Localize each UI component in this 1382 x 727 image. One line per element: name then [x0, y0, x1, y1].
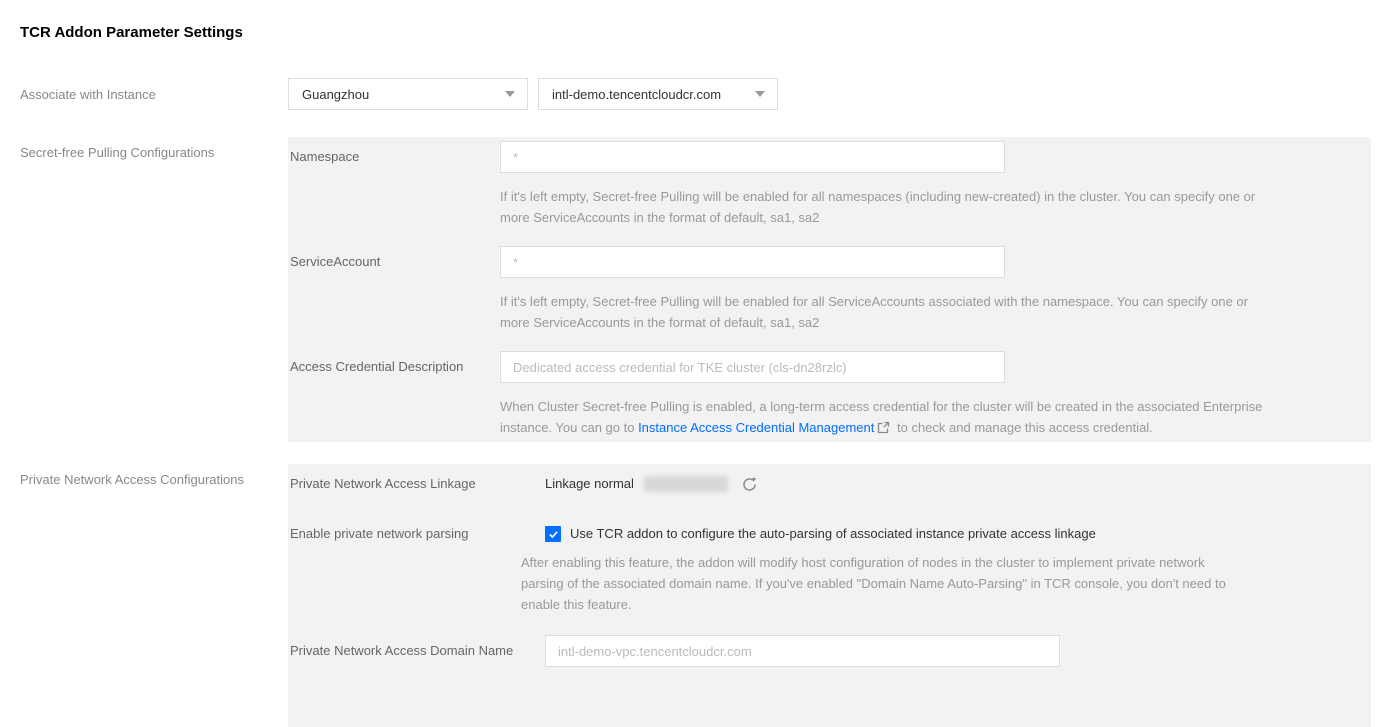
namespace-input[interactable]	[500, 141, 1005, 173]
private-network-panel	[288, 464, 1371, 727]
namespace-label: Namespace	[290, 149, 360, 164]
serviceaccount-row	[290, 246, 1371, 333]
instance-select-value: intl-demo.tencentcloudcr.com	[552, 86, 722, 102]
checkmark-icon	[548, 529, 559, 540]
redacted-text	[644, 476, 728, 492]
domain-row	[290, 635, 1371, 667]
namespace-row	[290, 141, 1371, 228]
serviceaccount-label: ServiceAccount	[290, 254, 381, 269]
linkage-row	[290, 474, 1371, 494]
private-network-section	[0, 464, 1382, 727]
parsing-label: Enable private network parsing	[290, 526, 469, 541]
chevron-down-icon	[755, 91, 765, 97]
secret-free-section	[0, 137, 1382, 442]
help-line: If it's left empty, Secret-free Pulling will be enabled for all ServiceAccounts associated with the namespace. You can specify one or	[500, 294, 1248, 309]
parsing-row	[290, 524, 1371, 635]
secret-free-section-label: Secret-free Pulling Configurations	[20, 145, 215, 160]
serviceaccount-field	[500, 246, 1248, 333]
namespace-help	[500, 186, 1255, 228]
refresh-icon	[742, 477, 757, 492]
instance-select[interactable]	[538, 78, 778, 110]
access-credential-label: Access Credential Description	[290, 359, 464, 374]
associate-with-instance-label: Associate with Instance	[20, 86, 156, 102]
linkage-label: Private Network Access Linkage	[290, 476, 476, 491]
secret-free-panel	[288, 137, 1371, 442]
region-select-value: Guangzhou	[302, 86, 370, 102]
help-line: more ServiceAccounts in the format of default, sa1, sa2	[500, 315, 820, 330]
refresh-button[interactable]	[742, 477, 757, 492]
access-credential-help	[500, 396, 1262, 438]
access-credential-field	[500, 351, 1262, 438]
page-title: TCR Addon Parameter Settings	[20, 24, 243, 41]
help-line	[500, 417, 1262, 438]
page	[0, 24, 1382, 727]
help-line: more ServiceAccounts in the format of default, sa1, sa2	[500, 210, 820, 225]
parsing-help	[521, 552, 1226, 615]
associate-row	[0, 78, 1382, 110]
parsing-checkbox-label: Use TCR addon to configure the auto-parsing of associated instance private access linkage	[570, 526, 1096, 541]
parsing-field	[521, 524, 1226, 635]
domain-label: Private Network Access Domain Name	[290, 643, 514, 658]
parsing-checkbox[interactable]	[545, 526, 561, 542]
domain-field	[545, 635, 1060, 667]
access-credential-row	[290, 351, 1371, 438]
help-line: parsing of the associated domain name. If you've enabled "Domain Name Auto-Parsing" in TCR console, you don't need to	[521, 576, 1226, 591]
region-select[interactable]	[288, 78, 528, 110]
namespace-field	[500, 141, 1255, 228]
linkage-status: Linkage normal	[545, 476, 634, 491]
serviceaccount-input[interactable]	[500, 246, 1005, 278]
help-line: When Cluster Secret-free Pulling is enabled, a long-term access credential for the cluster will be created in the associated Enterprise	[500, 399, 1263, 414]
associate-selects	[288, 78, 778, 110]
access-credential-input[interactable]	[500, 351, 1005, 383]
help-text: instance. You can go to	[500, 420, 639, 435]
private-network-section-label: Private Network Access Configurations	[20, 472, 244, 487]
help-line: If it's left empty, Secret-free Pulling will be enabled for all namespaces (including new-created) in the cluster. You can specify one or	[500, 189, 1256, 204]
help-line: enable this feature.	[521, 597, 632, 612]
chevron-down-icon	[505, 91, 515, 97]
serviceaccount-help	[500, 291, 1248, 333]
parsing-check-line	[545, 524, 1226, 544]
linkage-value	[545, 474, 757, 494]
help-line: After enabling this feature, the addon will modify host configuration of nodes in the cluster to implement private network	[521, 555, 1205, 570]
domain-input[interactable]	[545, 635, 1060, 667]
help-text: to check and manage this access credential.	[893, 420, 1153, 435]
external-link-icon	[877, 421, 890, 434]
instance-access-credential-link[interactable]: Instance Access Credential Management	[638, 420, 875, 435]
